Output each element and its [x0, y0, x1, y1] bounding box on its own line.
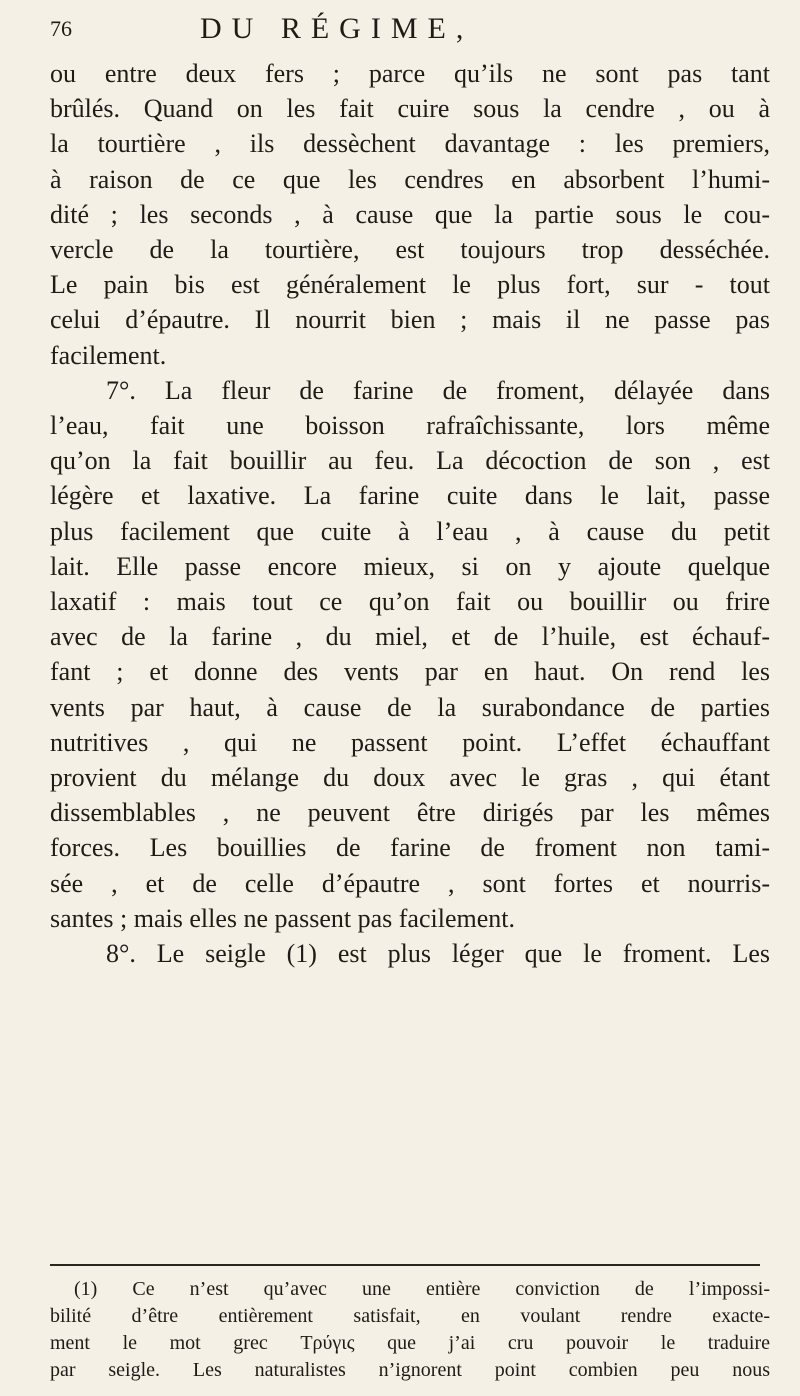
- text-line: santes ; mais elles ne passent pas facilement.: [50, 903, 515, 933]
- text-line: vents par haut, à cause de la surabondance de parties: [50, 692, 770, 722]
- text-line: nutritives , qui ne passent point. L’effet échauffant: [50, 727, 770, 757]
- footnote: [50, 1276, 770, 1384]
- running-head: DU RÉGIME,: [200, 12, 474, 45]
- page-header: [50, 12, 770, 52]
- text-line: provient du mélange du doux avec le gras , qui étant: [50, 763, 770, 793]
- main-text: [50, 56, 770, 971]
- text-line: dissemblables , ne peuvent être dirigés par les mêmes: [50, 798, 770, 828]
- text-line: celui d’épautre. Il nourrit bien ; mais il ne passe pas: [50, 305, 770, 335]
- text-line: laxatif : mais tout ce qu’on fait ou bouillir ou frire: [50, 587, 770, 617]
- text-line: sée , et de celle d’épautre , sont fortes et nourris-: [50, 868, 770, 898]
- text-line: avec de la farine , du miel, et de l’huile, est échauf-: [50, 622, 770, 652]
- footnote-line: par seigle. Les naturalistes n’ignorent point combien peu nous: [50, 1359, 770, 1381]
- paragraph-start-line: 8°. Le seigle (1) est plus léger que le froment. Les: [106, 939, 770, 969]
- text-line: vercle de la tourtière, est toujours trop desséchée.: [50, 235, 770, 265]
- footnote-line: ment le mot grec Τρύγις que j’ai cru pouvoir le traduire: [50, 1332, 770, 1354]
- text-line: Le pain bis est généralement le plus fort, sur - tout: [50, 270, 770, 300]
- text-line: la tourtière , ils dessèchent davantage : les premiers,: [50, 129, 770, 159]
- text-line: facilement.: [50, 340, 167, 370]
- page-number: 76: [50, 16, 72, 41]
- text-line: forces. Les bouillies de farine de froment non tami-: [50, 833, 770, 863]
- footnote-separator: [50, 1264, 760, 1266]
- text-line: l’eau, fait une boisson rafraîchissante, lors même: [50, 411, 770, 441]
- text-line: qu’on la fait bouillir au feu. La décoction de son , est: [50, 446, 770, 476]
- text-line: plus facilement que cuite à l’eau , à cause du petit: [50, 516, 770, 546]
- text-line: à raison de ce que les cendres en absorbent l’humi-: [50, 164, 770, 194]
- paragraph-start-line: 7°. La fleur de farine de froment, délayée dans: [106, 375, 770, 405]
- text-line: fant ; et donne des vents par en haut. On rend les: [50, 657, 770, 687]
- text-line: légère et laxative. La farine cuite dans le lait, passe: [50, 481, 770, 511]
- footnote-line: bilité d’être entièrement satisfait, en voulant rendre exacte-: [50, 1305, 770, 1327]
- text-line: brûlés. Quand on les fait cuire sous la cendre , ou à: [50, 94, 770, 124]
- text-line: dité ; les seconds , à cause que la partie sous le cou-: [50, 199, 770, 229]
- footnote-line: (1) Ce n’est qu’avec une entière conviction de l’impossi-: [74, 1278, 770, 1300]
- text-line: lait. Elle passe encore mieux, si on y ajoute quelque: [50, 551, 770, 581]
- text-line: ou entre deux fers ; parce qu’ils ne sont pas tant: [50, 59, 770, 88]
